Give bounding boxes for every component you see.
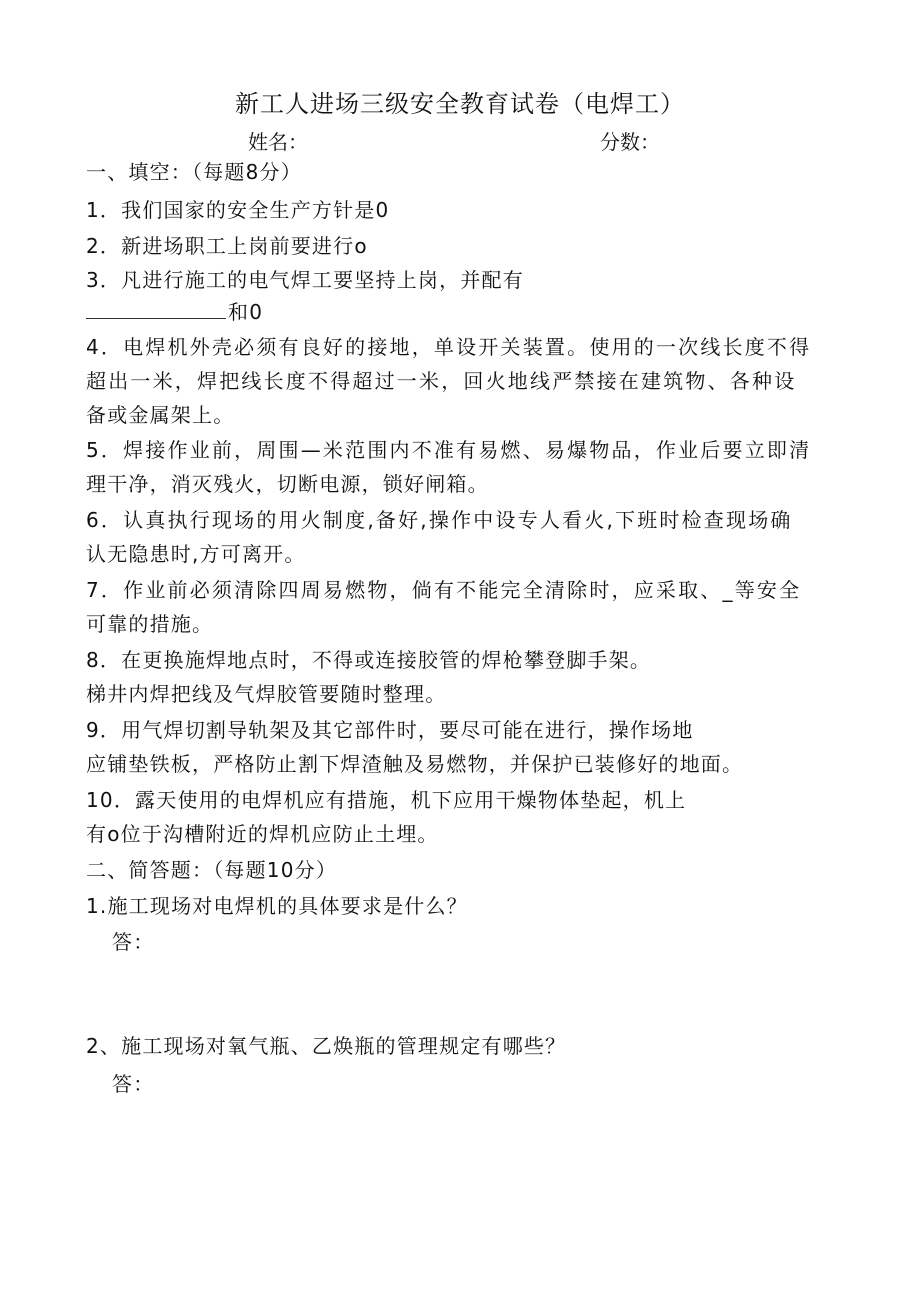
exam-title: 新工人进场三级安全教育试卷（电焊工） xyxy=(235,90,685,118)
question-5-line-1: 5．焊接作业前，周围—米范围内不准有易燃、易爆物品，作业后要立即清 xyxy=(86,438,812,462)
question-10-line-1: 10．露天使用的电焊机应有措施，机下应用干燥物体垫起，机上 xyxy=(86,788,687,812)
short-question-2: 2、施工现场对氧气瓶、乙焕瓶的管理规定有哪些？ xyxy=(86,1034,567,1058)
answer-blank[interactable] xyxy=(86,300,226,319)
question-8-line-1: 8．在更换施焊地点时，不得或连接胶管的焊枪攀登脚手架。 xyxy=(86,648,652,672)
question-1: 1．我们国家的安全生产方针是0 xyxy=(86,198,390,222)
question-9-line-1: 9．用气焊切割导轨架及其它部件时，要尽可能在进行，操作场地 xyxy=(86,718,694,742)
section-fill-blank-header: 一、填空：（每题8分） xyxy=(86,160,302,184)
short-question-1: 1.施工现场对电焊机的具体要求是什么？ xyxy=(86,894,468,918)
name-label: 姓名： xyxy=(248,130,308,154)
question-3-tail: 和0 xyxy=(228,300,264,324)
question-8-line-2: 梯井内焊把线及气焊胶管要随时整理。 xyxy=(86,682,447,706)
question-3-line-2 xyxy=(86,298,263,326)
question-4-line-2: 超出一米，焊把线长度不得超过一米，回火地线严禁接在建筑物、各种设 xyxy=(86,369,797,393)
short-question-1-answer-label: 答： xyxy=(112,930,155,954)
question-4-line-3: 备或金属架上。 xyxy=(86,403,235,427)
question-5-line-2: 理干净，消灭残火，切断电源，锁好闸箱。 xyxy=(86,472,489,496)
question-10-line-2: 有o位于沟槽附近的焊机应防止土埋。 xyxy=(86,822,439,846)
question-6-line-2: 认无隐患时,方可离开。 xyxy=(86,542,306,566)
short-question-2-answer-label: 答： xyxy=(112,1072,155,1096)
score-label: 分数： xyxy=(600,130,660,154)
question-3-line-1: 3．凡进行施工的电气焊工要坚持上岗，并配有 xyxy=(86,268,524,292)
question-6-line-1: 6．认真执行现场的用火制度,备好,操作中设专人看火,下班时检查现场确 xyxy=(86,508,793,532)
question-2: 2．新进场职工上岗前要进行o xyxy=(86,234,368,258)
question-4-line-1: 4．电焊机外壳必须有良好的接地，单设开关装置。使用的一次线长度不得 xyxy=(86,335,812,359)
section-short-answer-header: 二、简答题：（每题10分） xyxy=(86,858,338,882)
question-7-line-1: 7．作业前必须清除四周易燃物，倘有不能完全清除时，应采取、_等安全 xyxy=(86,578,802,602)
question-7-line-2: 可靠的措施。 xyxy=(86,612,214,636)
question-9-line-2: 应铺垫铁板，严格防止割下焊渣触及易燃物，并保护已装修好的地面。 xyxy=(86,752,744,776)
